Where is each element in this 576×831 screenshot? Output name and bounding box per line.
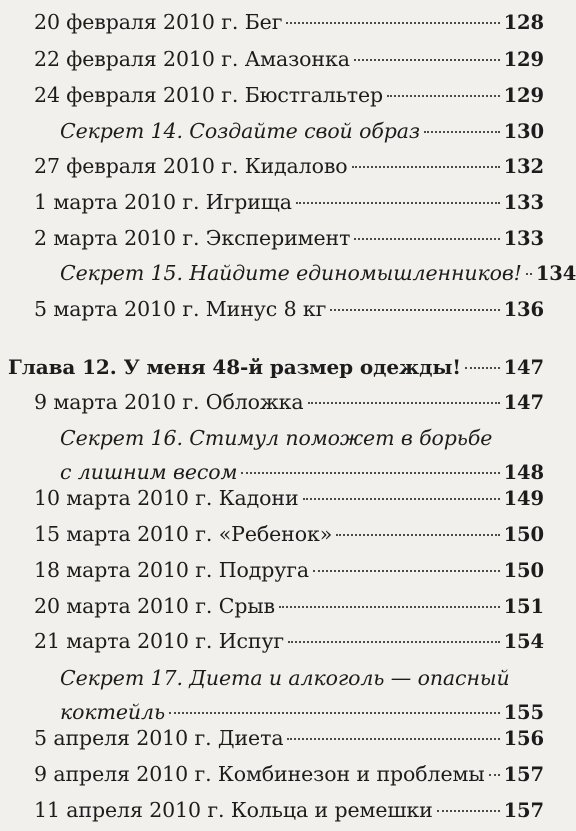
dot-leader [169, 712, 500, 714]
dot-leader [387, 95, 500, 97]
toc-entry [34, 221, 544, 256]
toc-entry [34, 721, 544, 756]
dot-leader [330, 309, 499, 311]
page-number: 150 [503, 559, 544, 582]
entry-title: 18 марта 2010 г. Подруга [34, 558, 310, 582]
entry-title: 9 марта 2010 г. Обложка [34, 390, 304, 414]
toc-entry [34, 385, 544, 420]
page-number: 147 [503, 356, 544, 379]
entry-title: 27 февраля 2010 г. Кидалово [34, 154, 348, 178]
page-number: 150 [503, 523, 544, 546]
page-number: 156 [503, 727, 544, 750]
entry-title: 9 апреля 2010 г. Комбинезон и проблемы [34, 762, 485, 786]
dot-leader [241, 472, 499, 474]
dot-leader [286, 22, 499, 24]
entry-title: 20 марта 2010 г. Срыв [34, 594, 275, 618]
dot-leader [489, 774, 500, 776]
toc-entry [34, 42, 544, 77]
dot-leader [336, 534, 499, 536]
toc-entry [34, 481, 544, 516]
toc-secret-entry [60, 661, 544, 730]
entry-title: Секрет 15. Найдите единомышленников! [60, 261, 522, 285]
toc-entry [34, 185, 544, 220]
entry-title: 24 февраля 2010 г. Бюстгальтер [34, 83, 384, 107]
toc-entry [34, 292, 544, 327]
toc-entry [34, 624, 544, 659]
page-number: 129 [503, 48, 544, 71]
dot-leader [303, 498, 500, 500]
toc-secret-entry [60, 421, 544, 490]
entry-title: 5 апреля 2010 г. Диета [34, 726, 284, 750]
dot-leader [352, 166, 500, 168]
page-number: 151 [503, 595, 544, 618]
dot-leader [354, 59, 500, 61]
chapter-title: Глава 12. У меня 48-й размер одежды! [8, 355, 461, 379]
page-number: 157 [503, 799, 544, 822]
page-number: 155 [503, 701, 544, 724]
page-number: 130 [503, 120, 544, 143]
toc-entry [34, 78, 544, 113]
entry-title: 5 марта 2010 г. Минус 8 кг [34, 297, 327, 321]
toc-secret-entry [60, 114, 544, 149]
page-number: 134 [535, 262, 576, 285]
entry-title: 10 марта 2010 г. Кадони [34, 486, 299, 510]
toc-entry [34, 589, 544, 624]
page-number: 148 [503, 461, 544, 484]
dot-leader [354, 238, 499, 240]
entry-title: 20 февраля 2010 г. Бег [34, 10, 283, 34]
page-number: 133 [503, 191, 544, 214]
page-number: 157 [503, 763, 544, 786]
page-number: 128 [503, 11, 544, 34]
page-number: 136 [503, 298, 544, 321]
dot-leader [308, 402, 500, 404]
dot-leader [287, 738, 499, 740]
dot-leader [526, 273, 532, 275]
entry-title: 15 марта 2010 г. «Ребенок» [34, 522, 333, 546]
entry-title: Секрет 14. Создайте свой образ [60, 119, 420, 143]
dot-leader [437, 810, 500, 812]
toc-entry [34, 5, 544, 40]
toc-entry [34, 553, 544, 588]
page-number: 133 [503, 227, 544, 250]
entry-title-line2: с лишним весом [60, 460, 238, 484]
page-number: 147 [503, 391, 544, 414]
dot-leader [313, 570, 500, 572]
entry-title-line1: Секрет 17. Диета и алкоголь — опасный [60, 666, 510, 690]
page-number: 154 [503, 630, 544, 653]
toc-entry [34, 517, 544, 552]
page-number: 149 [503, 487, 544, 510]
dot-leader [424, 131, 500, 133]
toc-entry [34, 757, 544, 792]
toc-secret-entry [60, 256, 576, 291]
dot-leader [296, 202, 500, 204]
entry-title-line2: коктейль [60, 700, 166, 724]
entry-title: 11 апреля 2010 г. Кольца и ремешки [34, 798, 433, 822]
page-number: 132 [503, 155, 544, 178]
toc-chapter-heading [8, 350, 544, 385]
entry-title: 1 марта 2010 г. Игрища [34, 190, 292, 214]
dot-leader [465, 367, 500, 369]
entry-title: 22 февраля 2010 г. Амазонка [34, 47, 350, 71]
dot-leader [279, 606, 500, 608]
entry-title-line1: Секрет 16. Стимул поможет в борьбе [60, 426, 493, 450]
entry-title: 2 марта 2010 г. Эксперимент [34, 226, 351, 250]
dot-leader [288, 641, 500, 643]
entry-title: 21 марта 2010 г. Испуг [34, 629, 285, 653]
toc-entry [34, 793, 544, 828]
page-number: 129 [503, 84, 544, 107]
toc-entry [34, 149, 544, 184]
